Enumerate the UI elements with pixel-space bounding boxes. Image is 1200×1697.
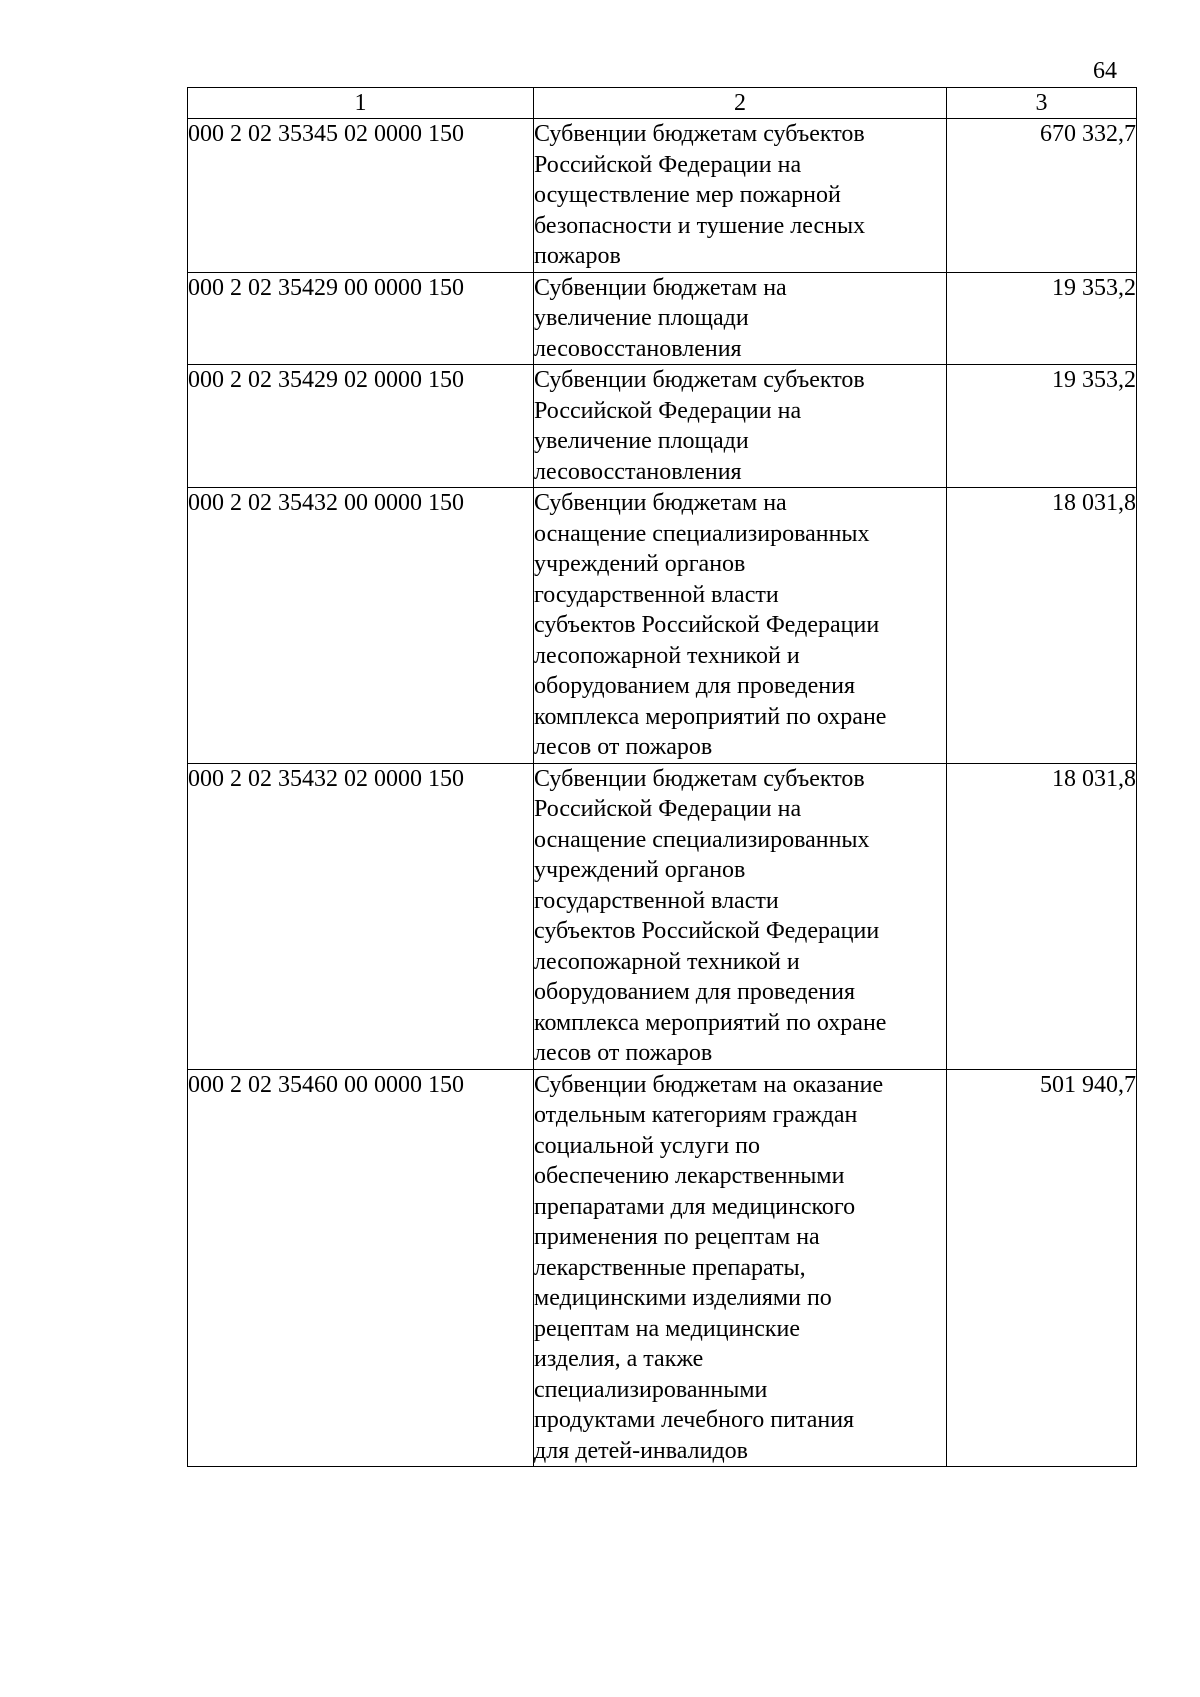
table-row (188, 272, 1137, 365)
table-row (188, 365, 1137, 488)
budget-table (187, 87, 1137, 1467)
amount-cell: 18 031,8 (947, 488, 1137, 764)
amount-cell: 501 940,7 (947, 1069, 1137, 1467)
page-number: 64 (1093, 58, 1117, 84)
description-cell: Субвенции бюджетам на оказание отдельным категориям граждан социальной услуги по обеспечению лекарственными препаратами для медицинского применения по рецептам на лекарственные препараты, медицинскими изделиями по рецептам на медицинские изделия, а также специализированными продуктами лечебного питания для детей-инвалидов (534, 1069, 947, 1467)
amount-cell: 19 353,2 (947, 272, 1137, 365)
amount-cell: 18 031,8 (947, 763, 1137, 1069)
budget-code-cell: 000 2 02 35460 00 0000 150 (188, 1069, 534, 1467)
description-cell: Субвенции бюджетам на увеличение площади лесовосстановления (534, 272, 947, 365)
amount-cell: 19 353,2 (947, 365, 1137, 488)
table-row (188, 119, 1137, 273)
column-header-2: 2 (534, 88, 947, 119)
description-cell: Субвенции бюджетам субъектов Российской Федерации на увеличение площади лесовосстановления (534, 365, 947, 488)
amount-cell: 670 332,7 (947, 119, 1137, 273)
budget-code-cell: 000 2 02 35429 02 0000 150 (188, 365, 534, 488)
table-row (188, 763, 1137, 1069)
budget-code-cell: 000 2 02 35432 02 0000 150 (188, 763, 534, 1069)
budget-code-cell: 000 2 02 35432 00 0000 150 (188, 488, 534, 764)
column-header-1: 1 (188, 88, 534, 119)
budget-code-cell: 000 2 02 35429 00 0000 150 (188, 272, 534, 365)
table-row (188, 1069, 1137, 1467)
description-cell: Субвенции бюджетам на оснащение специализированных учреждений органов государственной власти субъектов Российской Федерации лесопожарной техникой и оборудованием для проведения комплекса мероприятий по охране лесов от пожаров (534, 488, 947, 764)
description-cell: Субвенции бюджетам субъектов Российской Федерации на осуществление мер пожарной безопасности и тушение лесных пожаров (534, 119, 947, 273)
description-cell: Субвенции бюджетам субъектов Российской Федерации на оснащение специализированных учреждений органов государственной власти субъектов Российской Федерации лесопожарной техникой и оборудованием для проведения комплекса мероприятий по охране лесов от пожаров (534, 763, 947, 1069)
budget-code-cell: 000 2 02 35345 02 0000 150 (188, 119, 534, 273)
table-row (188, 488, 1137, 764)
column-header-3: 3 (947, 88, 1137, 119)
header-row (188, 88, 1137, 119)
